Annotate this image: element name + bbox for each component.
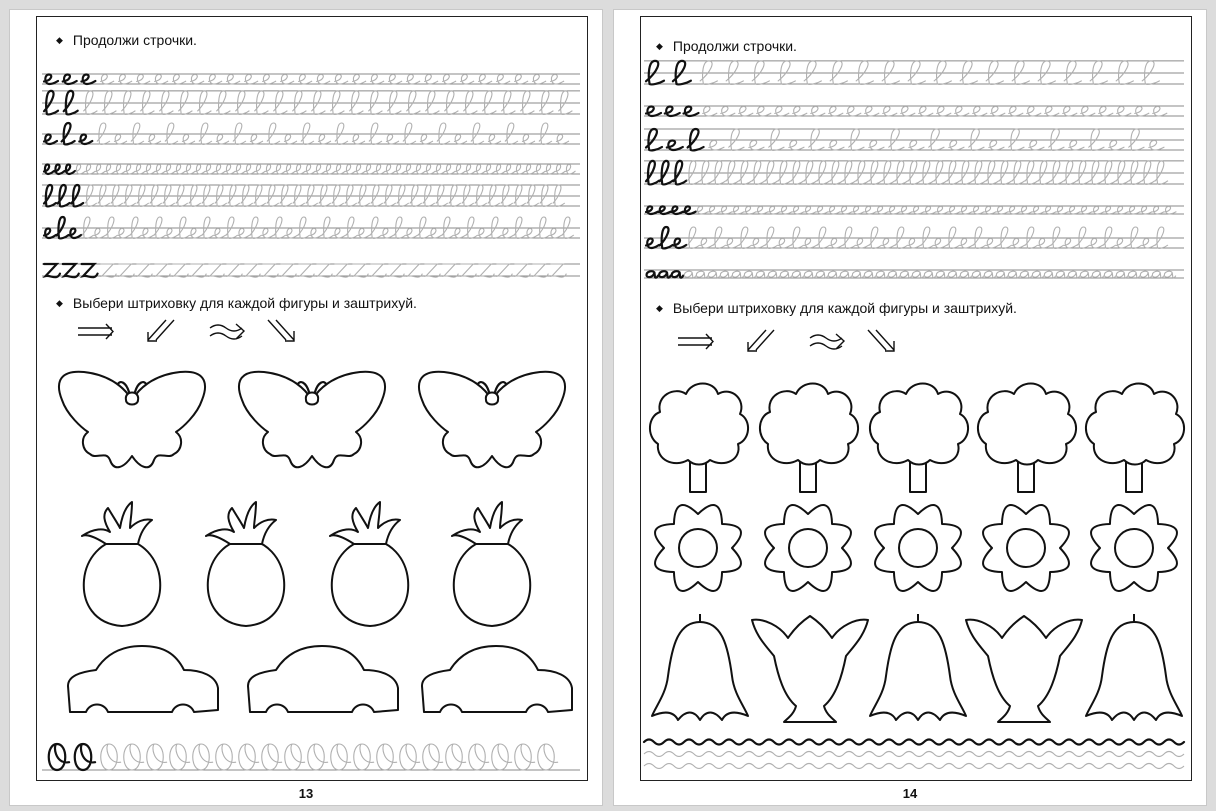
bullet-icon: ◆ <box>56 297 63 308</box>
instruction-rows-text: Продолжи строчки. <box>672 38 797 54</box>
tracing-loop <box>170 744 190 770</box>
tree-crown <box>760 384 858 465</box>
flower-center <box>1007 529 1045 567</box>
hatching-figures <box>614 10 1206 805</box>
tracing-loop <box>193 744 213 770</box>
butterfly-shape <box>239 372 385 467</box>
sample-wave <box>644 740 1184 745</box>
tree-shape <box>1086 384 1184 493</box>
arrow-down-right-icon <box>268 320 294 341</box>
pineapple-crown <box>452 502 522 544</box>
waves-row <box>644 740 1184 769</box>
flower-shape <box>1091 505 1177 591</box>
car-shape <box>248 646 398 712</box>
butterfly-wings <box>419 372 565 467</box>
pineapple-shape <box>206 502 284 626</box>
butterfly-head <box>486 393 498 405</box>
butterfly-shape <box>59 372 205 467</box>
car-shape <box>68 646 218 712</box>
tulip-body <box>752 616 868 722</box>
tree-crown <box>978 384 1076 465</box>
tracing-loop <box>239 744 259 770</box>
instruction-rows-text: Продолжи строчки. <box>72 32 197 48</box>
tracing-loop <box>423 744 443 770</box>
hatch-arrows <box>78 320 294 341</box>
tracing-loop <box>400 744 420 770</box>
arrow-down-right-icon <box>868 330 894 351</box>
tulip-body <box>966 616 1082 722</box>
tracing-loop <box>216 744 236 770</box>
pineapple-shape <box>452 502 530 626</box>
tracing-loop <box>492 744 512 770</box>
tracing-loop <box>446 744 466 770</box>
tracing-wave <box>644 764 1184 769</box>
butterfly-wings <box>59 372 205 467</box>
sample-loop <box>75 744 95 770</box>
bell-flower-body <box>870 622 966 720</box>
pineapple-body <box>332 540 408 626</box>
bell-flower-body <box>1086 622 1182 720</box>
arrow-wave-right-icon <box>210 324 244 339</box>
page-number: 13 <box>298 786 314 801</box>
tracing-loop <box>308 744 328 770</box>
tracing-loop <box>124 744 144 770</box>
tree-shape <box>760 384 858 493</box>
flower-shape <box>875 505 961 591</box>
butterfly-wings <box>239 372 385 467</box>
tree-crown <box>650 384 748 465</box>
flower-shape <box>765 505 851 591</box>
tracing-loop <box>285 744 305 770</box>
car-body <box>422 646 572 712</box>
flower-center <box>789 529 827 567</box>
flower-center <box>679 529 717 567</box>
pineapple-crown <box>82 502 152 544</box>
pineapple-crown <box>206 502 276 544</box>
car-shape <box>422 646 572 712</box>
bell-flower-shape <box>1086 614 1182 720</box>
tree-crown <box>1086 384 1184 465</box>
tulip-shape <box>752 616 868 722</box>
pineapple-shape <box>82 502 160 626</box>
workbook-page-right <box>614 10 1206 805</box>
pineapple-body <box>454 540 530 626</box>
bell-flower-shape <box>870 614 966 720</box>
flower-center <box>1115 529 1153 567</box>
arrow-down-left-icon <box>148 320 174 341</box>
flower-shape <box>655 505 741 591</box>
tree-shape <box>870 384 968 493</box>
tracing-wave <box>644 752 1184 757</box>
tracing-loop <box>515 744 535 770</box>
tree-shape <box>978 384 1076 493</box>
tracing-loop <box>377 744 397 770</box>
pineapple-body <box>208 540 284 626</box>
tree-crown <box>870 384 968 465</box>
arrow-wave-right-icon <box>810 334 844 349</box>
sample-loop <box>49 744 69 770</box>
arrow-right-icon <box>678 334 713 349</box>
butterfly-head <box>126 393 138 405</box>
flower-shape <box>983 505 1069 591</box>
instruction-hatch-text: Выбери штриховку для каждой фигуры и заштрихуй. <box>72 295 417 311</box>
workbook-page-left <box>10 10 602 805</box>
bullet-icon: ◆ <box>656 302 663 313</box>
tree-shape <box>650 384 748 493</box>
car-body <box>68 646 218 712</box>
tracing-loop <box>147 744 167 770</box>
tracing-loop <box>101 744 121 770</box>
butterfly-head <box>306 393 318 405</box>
butterfly-shape <box>419 372 565 467</box>
bullet-icon: ◆ <box>656 40 663 51</box>
bell-flower-shape <box>652 614 748 720</box>
bullet-icon: ◆ <box>56 34 63 45</box>
pineapple-crown <box>330 502 400 544</box>
arrow-down-left-icon <box>748 330 774 351</box>
hatch-arrows <box>678 330 894 351</box>
pineapple-body <box>84 540 160 626</box>
pineapple-shape <box>330 502 408 626</box>
loops-row <box>42 744 580 770</box>
page-number: 14 <box>902 786 918 801</box>
tracing-loop <box>262 744 282 770</box>
bell-flower-body <box>652 622 748 720</box>
tulip-shape <box>966 616 1082 722</box>
arrow-right-icon <box>78 324 113 339</box>
tracing-loop <box>354 744 374 770</box>
tracing-loop <box>331 744 351 770</box>
car-body <box>248 646 398 712</box>
tracing-loop <box>469 744 489 770</box>
instruction-hatch-text: Выбери штриховку для каждой фигуры и заштрихуй. <box>672 300 1017 316</box>
flower-center <box>899 529 937 567</box>
tracing-loop <box>538 744 558 770</box>
hatching-figures <box>10 10 602 805</box>
